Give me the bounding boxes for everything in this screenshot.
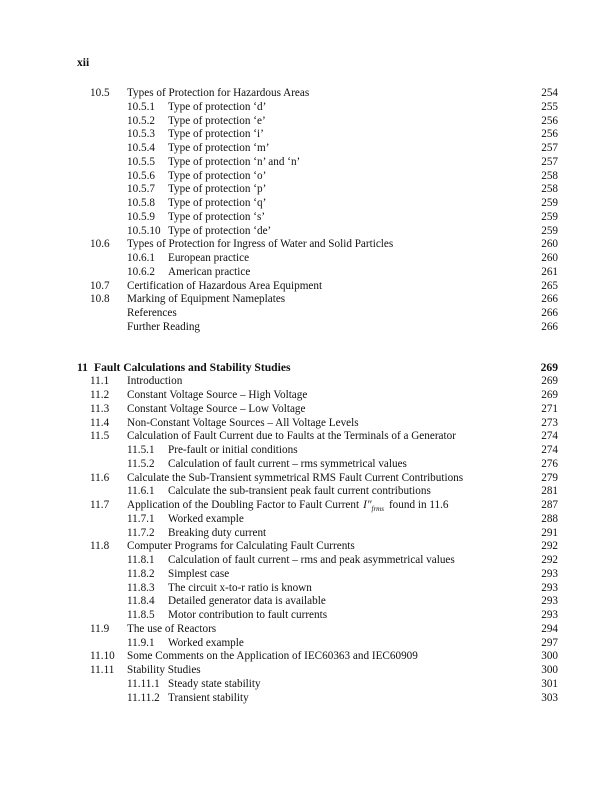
toc-entry-row — [0, 388, 615, 402]
toc-entry-number: 10.5.1 — [127, 100, 155, 113]
toc-entry-number: 11.9 — [90, 622, 110, 635]
toc-entry-title — [168, 155, 300, 169]
toc-entry-number: 11.9.1 — [127, 636, 155, 649]
toc-entry-title-text: References — [127, 307, 177, 319]
toc-entry-title — [168, 457, 407, 471]
toc-entry-page: 256 — [541, 128, 558, 141]
toc-entry-row — [0, 649, 615, 663]
toc-entry-page: 273 — [541, 416, 558, 429]
toc-entry-title — [127, 416, 359, 430]
toc-entry-number: 10.5 — [90, 87, 110, 99]
toc-entry-row — [0, 320, 615, 334]
toc-entry-row — [0, 86, 615, 100]
toc-entry-page: 269 — [541, 375, 558, 388]
toc-entry-row — [0, 292, 615, 306]
toc-entry-row — [0, 210, 615, 224]
toc-entry-number: 11.11.2 — [127, 691, 160, 704]
toc-entry-page: 258 — [541, 183, 558, 196]
toc-entry-page: 303 — [541, 691, 558, 704]
toc-entry-title-text: Calculation of fault current – rms and peak asymmetrical values — [168, 554, 455, 566]
toc-entry-page: 255 — [541, 100, 558, 113]
toc-entry-title-text: Worked example — [168, 512, 244, 525]
toc-entry-row — [0, 196, 615, 210]
toc-entry-row — [0, 484, 615, 498]
toc-entry-row — [0, 594, 615, 608]
toc-entry-title-text: Simplest case — [168, 567, 230, 580]
toc-entry-page: 294 — [541, 622, 558, 635]
toc-entry-title — [127, 663, 201, 677]
toc-entry-number: 11.7.1 — [127, 512, 155, 525]
toc-entry-title-text: Type of protection ‘q’ — [168, 197, 267, 209]
toc-entry-number: 11.6.1 — [127, 485, 155, 498]
toc-entry-page: 258 — [541, 169, 558, 182]
toc-entry-title-text: Worked example — [168, 636, 244, 649]
toc-entry-title — [127, 320, 200, 334]
toc-entry-title — [168, 210, 265, 224]
toc-entry-page: 300 — [541, 664, 558, 676]
toc-entry-number: 10.7 — [90, 279, 110, 292]
toc-entry-number: 10.5.7 — [127, 183, 155, 196]
toc-entry-title — [94, 361, 291, 375]
toc-entry-title — [168, 526, 266, 540]
toc-chapter-row — [0, 361, 615, 375]
toc-entry-number: 10.5.6 — [127, 169, 155, 182]
toc-entry-title-text: Detailed generator data is available — [168, 595, 326, 608]
toc-entry-title-text: Calculate the sub-transient peak fault current contributions — [168, 485, 431, 498]
toc-entry-title — [127, 622, 216, 636]
toc-entry-row — [0, 141, 615, 155]
toc-entry-row — [0, 512, 615, 526]
toc-entry-title — [127, 279, 322, 293]
toc-entry-title — [168, 553, 455, 567]
toc-entry-title — [168, 677, 261, 691]
toc-entry-number: 10.8 — [90, 293, 110, 306]
toc-entry-title — [168, 567, 229, 581]
toc-entry-title — [168, 484, 431, 498]
toc-entry-title-text: Type of protection ‘s’ — [168, 210, 266, 223]
toc-entry-title-text: Constant Voltage Source – Low Voltage — [127, 402, 306, 415]
toc-entry-row — [0, 182, 615, 196]
toc-entry-page: 293 — [541, 567, 558, 580]
toc-entry-title-text: Stability Studies — [127, 664, 201, 676]
toc-entry-title — [127, 237, 393, 251]
toc-entry-math-symbol: $I''_{frms}$ — [363, 499, 384, 514]
toc-entry-title — [127, 306, 177, 320]
toc-entry-page: 291 — [541, 526, 558, 539]
toc-entry-title — [168, 251, 249, 265]
toc-entry-title-text: Introduction — [127, 375, 183, 388]
toc-entry-title-text: Certification of Hazardous Area Equipment — [127, 279, 323, 292]
toc-entry-row — [0, 457, 615, 471]
toc-entry-page: 301 — [541, 677, 558, 690]
page-number: xii — [77, 57, 90, 69]
toc-entry-number: 10.5.8 — [127, 197, 155, 209]
toc-entry-page: 300 — [541, 650, 558, 663]
toc-entry-page: 257 — [541, 142, 558, 154]
toc-entry-number: 10.6.2 — [127, 265, 155, 278]
toc-entry-title — [168, 100, 266, 114]
toc-entry-row — [0, 539, 615, 553]
toc-entry-number: 11 — [77, 360, 88, 374]
toc-entry-title-text: Pre-fault or initial conditions — [168, 444, 298, 456]
toc-entry-title-text: Application of the Doubling Factor to Fault Current — [127, 499, 360, 511]
toc-entry-page: 266 — [541, 320, 558, 333]
toc-entry-title-text: Type of protection ‘m’ — [168, 142, 270, 154]
toc-entry-row — [0, 567, 615, 581]
toc-entry-page: 259 — [541, 197, 558, 209]
toc-entry-page: 293 — [541, 581, 558, 594]
toc-entry-page: 292 — [541, 540, 558, 553]
toc-entry-number: 10.5.2 — [127, 114, 155, 127]
toc-entry-page: 261 — [541, 265, 558, 278]
toc-entry-title — [127, 649, 418, 663]
toc-entry-number: 11.10 — [90, 650, 115, 663]
toc-entry-page: 257 — [541, 155, 558, 168]
toc-entry-title — [127, 374, 182, 388]
toc-entry-page: 274 — [541, 444, 558, 456]
toc-entry-number: 11.5 — [90, 430, 110, 443]
toc-entry-row — [0, 306, 615, 320]
toc-entry-title-text: Types of Protection for Hazardous Areas — [127, 87, 310, 99]
toc-entry-row — [0, 526, 615, 540]
toc-entry-row — [0, 443, 615, 457]
toc-entry-title-text: Calculate the Sub-Transient symmetrical RMS Fault Current Contributions — [127, 471, 464, 484]
toc-entry-page: 269 — [540, 360, 558, 374]
toc-entry-title — [168, 443, 298, 457]
toc-entry-title-text: Marking of Equipment Nameplates — [127, 293, 286, 306]
toc-entry-number: 10.5.10 — [127, 224, 161, 237]
toc-entry-number: 10.6.1 — [127, 252, 155, 264]
toc-entry-number: 11.5.1 — [127, 444, 155, 456]
toc-entry-title — [127, 292, 285, 306]
toc-entry-title-text: Type of protection ‘p’ — [168, 183, 267, 196]
toc-entry-title — [168, 127, 264, 141]
toc-entry-row — [0, 608, 615, 622]
toc-entry-page: 260 — [541, 238, 558, 251]
toc-entry-row — [0, 429, 615, 443]
toc-entry-row — [0, 114, 615, 128]
toc-entry-title — [168, 636, 244, 650]
toc-entry-title-text: Further Reading — [127, 320, 201, 333]
toc-entry-page: 287 — [541, 499, 558, 511]
toc-entry-page: 292 — [541, 554, 558, 566]
toc-entry-number: 10.5.4 — [127, 142, 155, 154]
toc-entry-number: 11.8.1 — [127, 554, 155, 566]
toc-entry-page: 281 — [541, 485, 558, 498]
toc-entry-number: 11.8.2 — [127, 567, 155, 580]
toc-entry-page: 265 — [541, 279, 558, 292]
toc-entry-title — [168, 196, 266, 210]
toc-entry-title-text: Calculation of fault current – rms symmetrical values — [168, 457, 407, 470]
toc-entry-title — [168, 114, 266, 128]
toc-entry-title-text: Type of protection ‘o’ — [168, 169, 267, 182]
toc-entry-row — [0, 663, 615, 677]
toc-entry-title-text: Constant Voltage Source – High Voltage — [127, 389, 308, 401]
toc-entry-number: 10.5.9 — [127, 210, 155, 223]
toc-entry-page: 293 — [541, 609, 558, 621]
toc-entry-title-text: Computer Programs for Calculating Fault Currents — [127, 540, 355, 553]
toc-entry-row — [0, 169, 615, 183]
toc-entry-title-text: Some Comments on the Application of IEC60363 and IEC60909 — [127, 650, 418, 663]
toc-entry-row — [0, 237, 615, 251]
toc-entry-title — [127, 471, 463, 485]
toc-entry-title — [127, 388, 307, 402]
toc-entry-page: 274 — [541, 430, 558, 443]
toc-entry-title-text: Type of protection ‘i’ — [168, 128, 264, 141]
toc-entry-title — [127, 539, 355, 553]
toc-entry-title-text: Steady state stability — [168, 677, 261, 690]
toc-entry-page: 269 — [541, 389, 558, 401]
toc-entry-title — [168, 581, 312, 595]
toc-entry-row — [0, 498, 615, 512]
toc-entry-title — [168, 608, 327, 622]
toc-entry-row — [0, 636, 615, 650]
toc-entry-title — [168, 141, 269, 155]
toc-entry-title-text: Type of protection ‘n’ and ‘n’ — [168, 155, 301, 168]
toc-entry-page: 260 — [541, 252, 558, 264]
toc-entry-title — [127, 86, 309, 100]
toc-entry-page: 276 — [541, 457, 558, 470]
toc-entry-page: 288 — [541, 512, 558, 525]
toc-entry-page: 266 — [541, 293, 558, 306]
toc-entry-number: 10.5.3 — [127, 128, 155, 141]
toc-entry-page: 297 — [541, 636, 558, 649]
toc-entry-number: 11.6 — [90, 471, 110, 484]
toc-entry-page: 254 — [541, 87, 558, 99]
toc-entry-row — [0, 581, 615, 595]
toc-entry-number: 11.7.2 — [127, 526, 155, 539]
toc-entry-page: 256 — [541, 114, 558, 127]
toc-entry-row — [0, 100, 615, 114]
toc-entry-row — [0, 471, 615, 485]
toc-entry-row — [0, 155, 615, 169]
toc-entry-title-text: Types of Protection for Ingress of Water and Solid Particles — [127, 238, 394, 251]
toc-entry-number: 11.5.2 — [127, 457, 155, 470]
toc-entry-row — [0, 553, 615, 567]
toc-entry-title — [168, 182, 266, 196]
toc-entry-row — [0, 691, 615, 705]
toc-entry-number: 11.11.1 — [127, 677, 160, 690]
toc-entry-row — [0, 402, 615, 416]
toc-entry-title-text: Non-Constant Voltage Sources – All Voltage Levels — [127, 416, 359, 429]
toc-entry-title-text: Breaking duty current — [168, 526, 267, 539]
toc-entry-page: 259 — [541, 210, 558, 223]
toc-entry-title — [168, 265, 250, 279]
toc-entry-title-text: Fault Calculations and Stability Studies — [94, 360, 291, 374]
toc-entry-title-text: The use of Reactors — [127, 622, 217, 635]
toc-entry-title-text: Motor contribution to fault currents — [168, 609, 328, 621]
toc-entry-title — [168, 224, 271, 238]
toc-entry-number: 11.3 — [90, 402, 110, 415]
toc-entry-number: 11.8.5 — [127, 609, 155, 621]
toc-entry-title — [168, 512, 244, 526]
toc-entry-row — [0, 127, 615, 141]
toc-entry-number: 11.1 — [90, 375, 110, 388]
toc-entry-number: 11.11 — [90, 664, 115, 676]
toc-entry-title — [168, 594, 326, 608]
toc-entry-row — [0, 224, 615, 238]
toc-entry-title-text: The circuit x-to-r ratio is known — [168, 581, 312, 594]
toc-entry-title-text: Type of protection ‘d’ — [168, 100, 267, 113]
toc-entry-title-text: Calculation of Fault Current due to Faults at the Terminals of a Generator — [127, 430, 456, 443]
toc-entry-title-text: American practice — [168, 265, 251, 278]
toc-entry-row — [0, 416, 615, 430]
toc-entry-number: 10.5.5 — [127, 155, 155, 168]
toc-entry-title-text: European practice — [168, 252, 250, 264]
toc-entry-number: 11.7 — [90, 499, 110, 511]
toc-entry-number: 11.8.4 — [127, 595, 155, 608]
toc-entry-row — [0, 279, 615, 293]
toc-entry-title-suffix: found in 11.6 — [388, 499, 449, 511]
toc-entry-title — [127, 429, 456, 443]
toc-entry-number: 11.4 — [90, 416, 110, 429]
toc-entry-number: 10.6 — [90, 238, 110, 251]
toc-entry-row — [0, 622, 615, 636]
toc-entry-row — [0, 374, 615, 388]
toc-entry-page: 271 — [541, 402, 558, 415]
toc-entry-title — [127, 402, 305, 416]
toc-entry-number: 11.8 — [90, 540, 110, 553]
toc-entry-row — [0, 677, 615, 691]
toc-entry-page: 293 — [541, 595, 558, 608]
toc-entry-title-text: Type of protection ‘e’ — [168, 114, 266, 127]
toc-entry-title-text: Type of protection ‘de’ — [168, 224, 272, 237]
toc-entry-title — [168, 691, 249, 705]
toc-entry-page: 266 — [541, 307, 558, 319]
toc-entry-number: 11.8.3 — [127, 581, 155, 594]
toc-entry-row — [0, 265, 615, 279]
toc-entry-row — [0, 251, 615, 265]
toc-entry-title — [168, 169, 266, 183]
toc-entry-page: 279 — [541, 471, 558, 484]
toc-entry-title-text: Transient stability — [168, 691, 249, 704]
toc-entry-page: 259 — [541, 224, 558, 237]
toc-entry-number: 11.2 — [90, 389, 110, 401]
